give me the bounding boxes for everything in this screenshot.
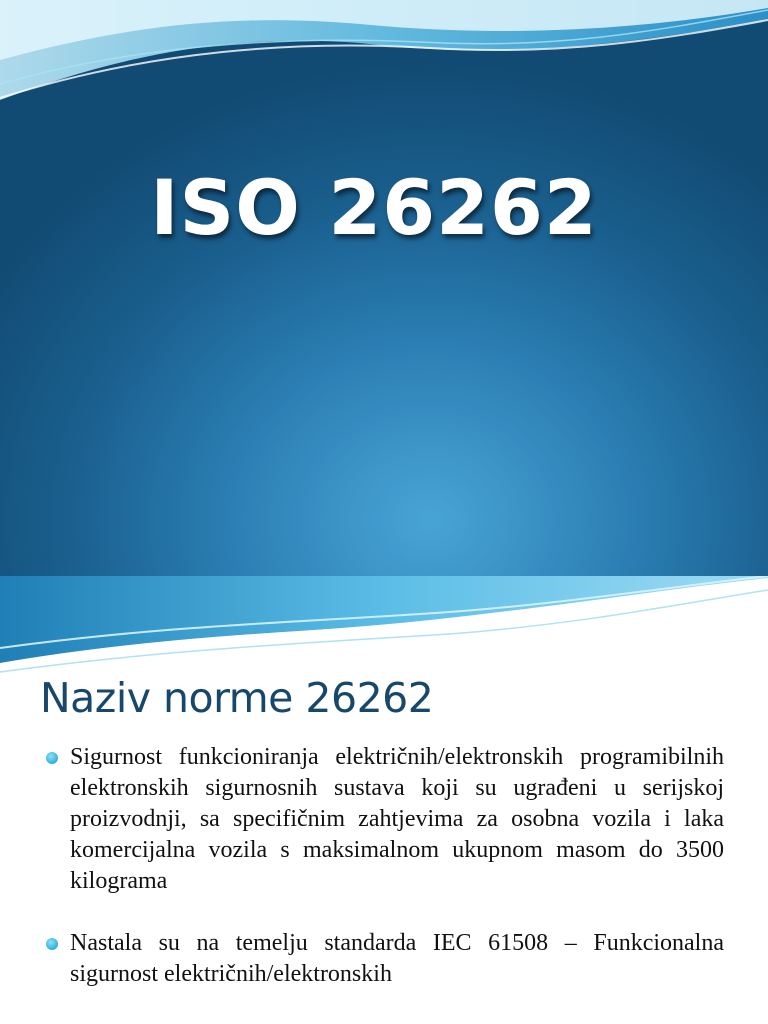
list-item xyxy=(44,742,724,897)
bullet-list xyxy=(44,742,724,990)
bullet-text: Nastala su na temelju standarda IEC 61508 – Funkcionalna sigurnost električnih/elektronskih xyxy=(70,930,724,987)
content-slide xyxy=(0,576,768,1024)
bullet-text: Sigurnost funkcioniranja električnih/elektronskih programibilnih elektronskih sigurnosnih sustava koji su ugrađeni u serijskoj proizvodnji, sa specifičnim zahtjevima za osobna vozila i laka komercijalna vozila s maksimalnom ukupnom masom do 3500 kilograma xyxy=(70,744,724,894)
bullet-icon xyxy=(46,752,58,764)
list-item xyxy=(44,928,724,990)
slide-title: Naziv norme 26262 xyxy=(40,674,434,722)
slide-title: ISO 26262 xyxy=(150,163,598,252)
bullet-icon xyxy=(46,938,58,950)
wave-decoration xyxy=(0,576,768,676)
